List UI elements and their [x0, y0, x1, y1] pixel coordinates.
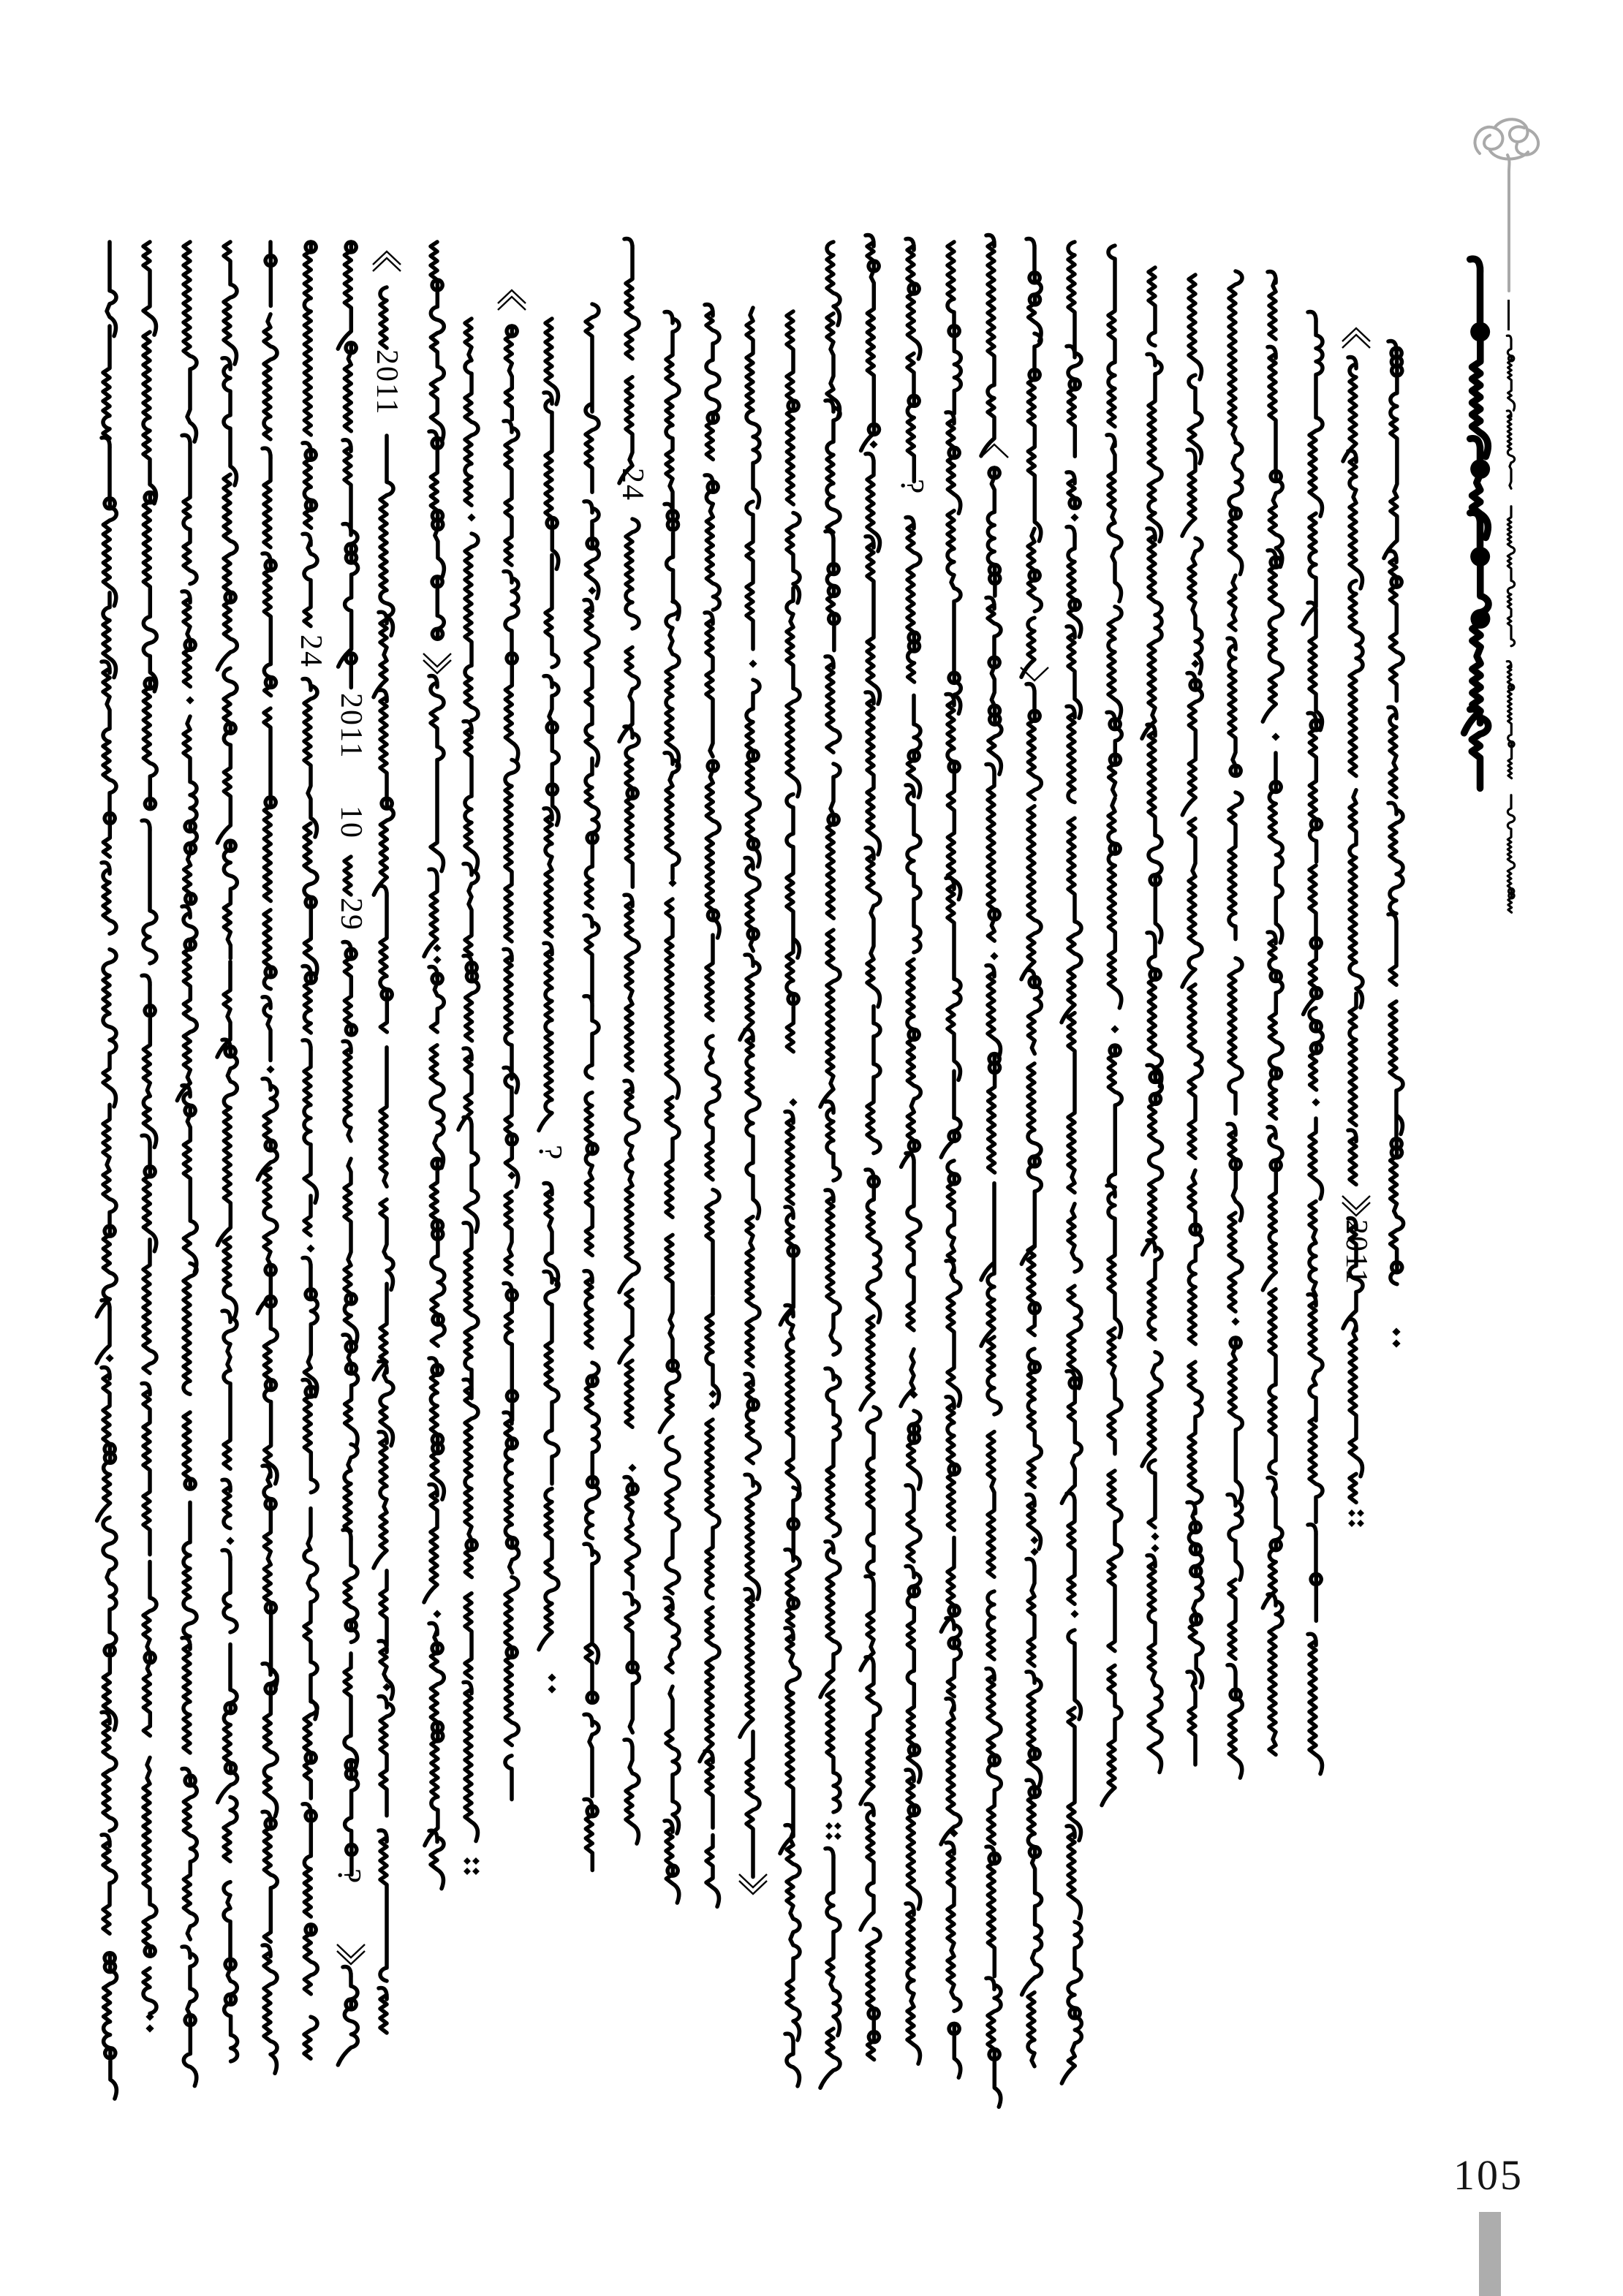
source-line-column: [1492, 335, 1530, 987]
colon-mark: [1385, 1327, 1407, 1359]
numeral-token: 29: [334, 898, 368, 931]
fullstop-mark: [461, 1855, 483, 1887]
page-number: 105: [1453, 2151, 1524, 2199]
question-mark: ?: [894, 479, 931, 494]
mongolian-text-column: [1360, 344, 1433, 1382]
question-mark: ?: [331, 1868, 368, 1884]
numeral-token: 2011: [1339, 1219, 1373, 1286]
numeral-token: 2011: [370, 349, 404, 416]
quote-open-icon: [495, 291, 529, 316]
quote-open-icon: [370, 252, 404, 277]
page-edge-bar: [1479, 2212, 1501, 2296]
comma-mark: [376, 1681, 398, 1713]
numeral-token: 10: [334, 806, 368, 839]
numeral-token: 2011: [334, 693, 368, 759]
fullstop-mark: [1345, 1507, 1367, 1539]
question-mark: ?: [532, 1145, 570, 1160]
numeral-token: 24: [616, 468, 649, 501]
numeral-token: 24: [294, 634, 328, 668]
